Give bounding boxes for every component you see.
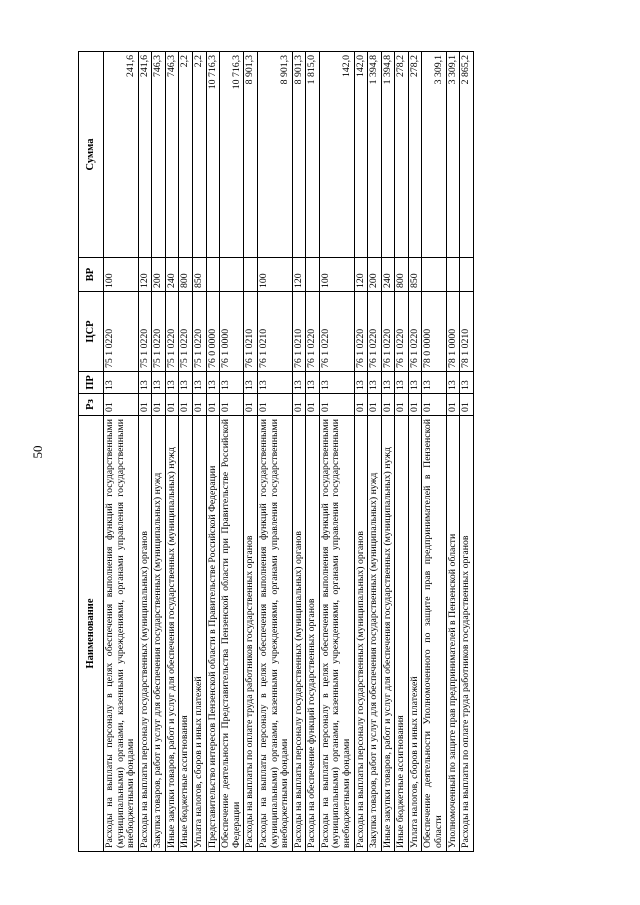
cell-csr: 78 0 0000 [422, 292, 446, 372]
cell-rz: 01 [460, 394, 474, 416]
cell-sum: 3 309,1 [446, 52, 460, 258]
table-header-row [79, 52, 104, 852]
cell-name: Расходы на выплаты персоналу государственных (муниципальных) органов [354, 416, 368, 852]
rotated-table-container [78, 52, 532, 852]
cell-csr: 76 1 0210 [244, 292, 258, 372]
cell-sum: 142,0 [354, 52, 368, 258]
table-row [292, 52, 306, 852]
table-row [244, 52, 258, 852]
cell-rz: 01 [354, 394, 368, 416]
table-row [446, 52, 460, 852]
cell-sum: 2,2 [179, 52, 193, 258]
cell-name: Уплата налогов, сборов и иных платежей [193, 416, 207, 852]
cell-rz: 01 [422, 394, 446, 416]
cell-pr: 13 [306, 372, 320, 394]
cell-csr: 76 1 0000 [220, 292, 244, 372]
cell-sum: 8 901,3 [244, 52, 258, 258]
cell-vr: 120 [138, 258, 152, 292]
table-row [422, 52, 446, 852]
cell-sum: 1 815,0 [306, 52, 320, 258]
cell-sum: 142,0 [319, 52, 354, 258]
cell-sum: 3 309,1 [422, 52, 446, 258]
cell-sum: 8 901,3 [257, 52, 292, 258]
cell-name: Расходы на выплаты персоналу в целях обеспечения выполнения функций государственными (муниципальными) органами, казенными учреждениями, органами управления государственными внебюджетными фондами [319, 416, 354, 852]
page-number: 50 [30, 445, 45, 459]
table-row [152, 52, 166, 852]
cell-pr: 13 [257, 372, 292, 394]
cell-name: Расходы на выплаты по оплате труда работников государственных органов [460, 416, 474, 852]
cell-vr [244, 258, 258, 292]
cell-csr: 76 0 0000 [206, 292, 220, 372]
cell-csr: 76 1 0220 [306, 292, 320, 372]
cell-pr: 13 [152, 372, 166, 394]
cell-name: Расходы на выплаты персоналу в целях обеспечения выполнения функций государственными (муниципальными) органами, казенными учреждениями, органами управления государственными внебюджетными фондами [257, 416, 292, 852]
cell-vr: 850 [193, 258, 207, 292]
cell-vr [422, 258, 446, 292]
cell-sum: 746,3 [152, 52, 166, 258]
cell-pr: 13 [354, 372, 368, 394]
header-rz: Рз [79, 394, 104, 416]
cell-pr: 13 [206, 372, 220, 394]
table-row [179, 52, 193, 852]
cell-vr [446, 258, 460, 292]
cell-rz: 01 [193, 394, 207, 416]
table-row [319, 52, 354, 852]
table-row [165, 52, 179, 852]
cell-vr [306, 258, 320, 292]
cell-rz: 01 [165, 394, 179, 416]
cell-csr: 76 1 0220 [368, 292, 382, 372]
cell-vr: 120 [354, 258, 368, 292]
cell-csr: 78 1 0000 [446, 292, 460, 372]
cell-rz: 01 [179, 394, 193, 416]
cell-csr: 75 1 0220 [152, 292, 166, 372]
cell-rz: 01 [446, 394, 460, 416]
table-row [408, 52, 422, 852]
cell-vr [206, 258, 220, 292]
cell-pr: 13 [193, 372, 207, 394]
cell-vr: 240 [165, 258, 179, 292]
cell-vr: 100 [257, 258, 292, 292]
cell-pr: 13 [460, 372, 474, 394]
cell-pr: 13 [319, 372, 354, 394]
cell-csr: 78 1 0210 [460, 292, 474, 372]
cell-rz: 01 [381, 394, 395, 416]
cell-rz: 01 [257, 394, 292, 416]
cell-pr: 13 [381, 372, 395, 394]
header-vr: ВР [79, 258, 104, 292]
cell-csr: 76 1 0210 [257, 292, 292, 372]
cell-rz: 01 [220, 394, 244, 416]
cell-pr: 13 [292, 372, 306, 394]
header-pr: ПР [79, 372, 104, 394]
cell-rz: 01 [206, 394, 220, 416]
cell-vr: 100 [104, 258, 139, 292]
cell-csr: 75 1 0220 [179, 292, 193, 372]
table-row [220, 52, 244, 852]
cell-name: Иные бюджетные ассигнования [179, 416, 193, 852]
cell-name: Расходы на выплаты персоналу в целях обеспечения выполнения функций государственными (муниципальными) органами, казенными учреждениями, органами управления государственными внебюджетными фондами [104, 416, 139, 852]
cell-pr: 13 [446, 372, 460, 394]
cell-pr: 13 [244, 372, 258, 394]
cell-pr: 13 [165, 372, 179, 394]
cell-name: Расходы на выплаты персоналу государственных (муниципальных) органов [138, 416, 152, 852]
cell-sum: 1 394,8 [368, 52, 382, 258]
cell-sum: 2,2 [193, 52, 207, 258]
cell-name: Закупка товаров, работ и услуг для обеспечения государственных (муниципальных) нужд [152, 416, 166, 852]
cell-name: Уплата налогов, сборов и иных платежей [408, 416, 422, 852]
cell-csr: 76 1 0220 [381, 292, 395, 372]
cell-csr: 76 1 0220 [395, 292, 409, 372]
cell-pr: 13 [138, 372, 152, 394]
cell-vr: 120 [292, 258, 306, 292]
cell-sum: 278,2 [408, 52, 422, 258]
cell-vr: 100 [319, 258, 354, 292]
cell-name: Расходы на выплаты по оплате труда работников государственных органов [244, 416, 258, 852]
cell-pr: 13 [368, 372, 382, 394]
cell-name: Уполномоченный по защите прав предпринимателей в Пензенской области [446, 416, 460, 852]
cell-name: Иные бюджетные ассигнования [395, 416, 409, 852]
cell-sum: 2 865,2 [460, 52, 474, 258]
table-row [368, 52, 382, 852]
cell-rz: 01 [104, 394, 139, 416]
table-row [381, 52, 395, 852]
cell-rz: 01 [244, 394, 258, 416]
cell-pr: 13 [104, 372, 139, 394]
cell-sum: 1 394,8 [381, 52, 395, 258]
cell-sum: 241,6 [104, 52, 139, 258]
cell-rz: 01 [319, 394, 354, 416]
cell-csr: 75 1 0220 [104, 292, 139, 372]
cell-csr: 76 1 0210 [292, 292, 306, 372]
budget-table [78, 51, 474, 852]
table-row [257, 52, 292, 852]
cell-csr: 76 1 0220 [408, 292, 422, 372]
cell-sum: 10 716,3 [206, 52, 220, 258]
cell-name: Представительство интересов Пензенской области в Правительстве Российской Федерации [206, 416, 220, 852]
cell-name: Расходы на обеспечение функций государственных органов [306, 416, 320, 852]
cell-name: Закупка товаров, работ и услуг для обеспечения государственных (муниципальных) нужд [368, 416, 382, 852]
table-row [306, 52, 320, 852]
cell-vr: 200 [152, 258, 166, 292]
cell-sum: 8 901,3 [292, 52, 306, 258]
cell-vr: 200 [368, 258, 382, 292]
cell-vr: 800 [179, 258, 193, 292]
cell-csr: 76 1 0220 [354, 292, 368, 372]
cell-sum: 278,2 [395, 52, 409, 258]
cell-csr: 76 1 0220 [319, 292, 354, 372]
cell-vr: 850 [408, 258, 422, 292]
cell-name: Обеспечение деятельности Уполномоченного по защите прав предпринимателей в Пензенской области [422, 416, 446, 852]
cell-name: Обеспечение деятельности Представительства Пензенской области при Правительстве Российской Федерации [220, 416, 244, 852]
cell-name: Иные закупки товаров, работ и услуг для обеспечения государственных (муниципальных) нужд [165, 416, 179, 852]
table-row [206, 52, 220, 852]
table-row [138, 52, 152, 852]
cell-sum: 241,6 [138, 52, 152, 258]
cell-name: Расходы на выплаты персоналу государственных (муниципальных) органов [292, 416, 306, 852]
header-name: Наименование [79, 416, 104, 852]
table-row [193, 52, 207, 852]
cell-sum: 10 716,3 [220, 52, 244, 258]
table-row [104, 52, 139, 852]
cell-name: Иные закупки товаров, работ и услуг для обеспечения государственных (муниципальных) нужд [381, 416, 395, 852]
cell-pr: 13 [408, 372, 422, 394]
cell-pr: 13 [179, 372, 193, 394]
header-csr: ЦСР [79, 292, 104, 372]
cell-vr [460, 258, 474, 292]
cell-csr: 75 1 0220 [165, 292, 179, 372]
cell-csr: 75 1 0220 [138, 292, 152, 372]
cell-rz: 01 [306, 394, 320, 416]
cell-rz: 01 [138, 394, 152, 416]
cell-vr: 240 [381, 258, 395, 292]
cell-rz: 01 [408, 394, 422, 416]
cell-rz: 01 [292, 394, 306, 416]
cell-pr: 13 [220, 372, 244, 394]
cell-vr: 800 [395, 258, 409, 292]
table-row [460, 52, 474, 852]
cell-rz: 01 [368, 394, 382, 416]
table-body [104, 52, 474, 852]
cell-pr: 13 [422, 372, 446, 394]
table-row [354, 52, 368, 852]
cell-rz: 01 [152, 394, 166, 416]
cell-sum: 746,3 [165, 52, 179, 258]
header-sum: Сумма [79, 52, 104, 258]
cell-csr: 75 1 0220 [193, 292, 207, 372]
table-row [395, 52, 409, 852]
cell-rz: 01 [395, 394, 409, 416]
cell-pr: 13 [395, 372, 409, 394]
cell-vr [220, 258, 244, 292]
